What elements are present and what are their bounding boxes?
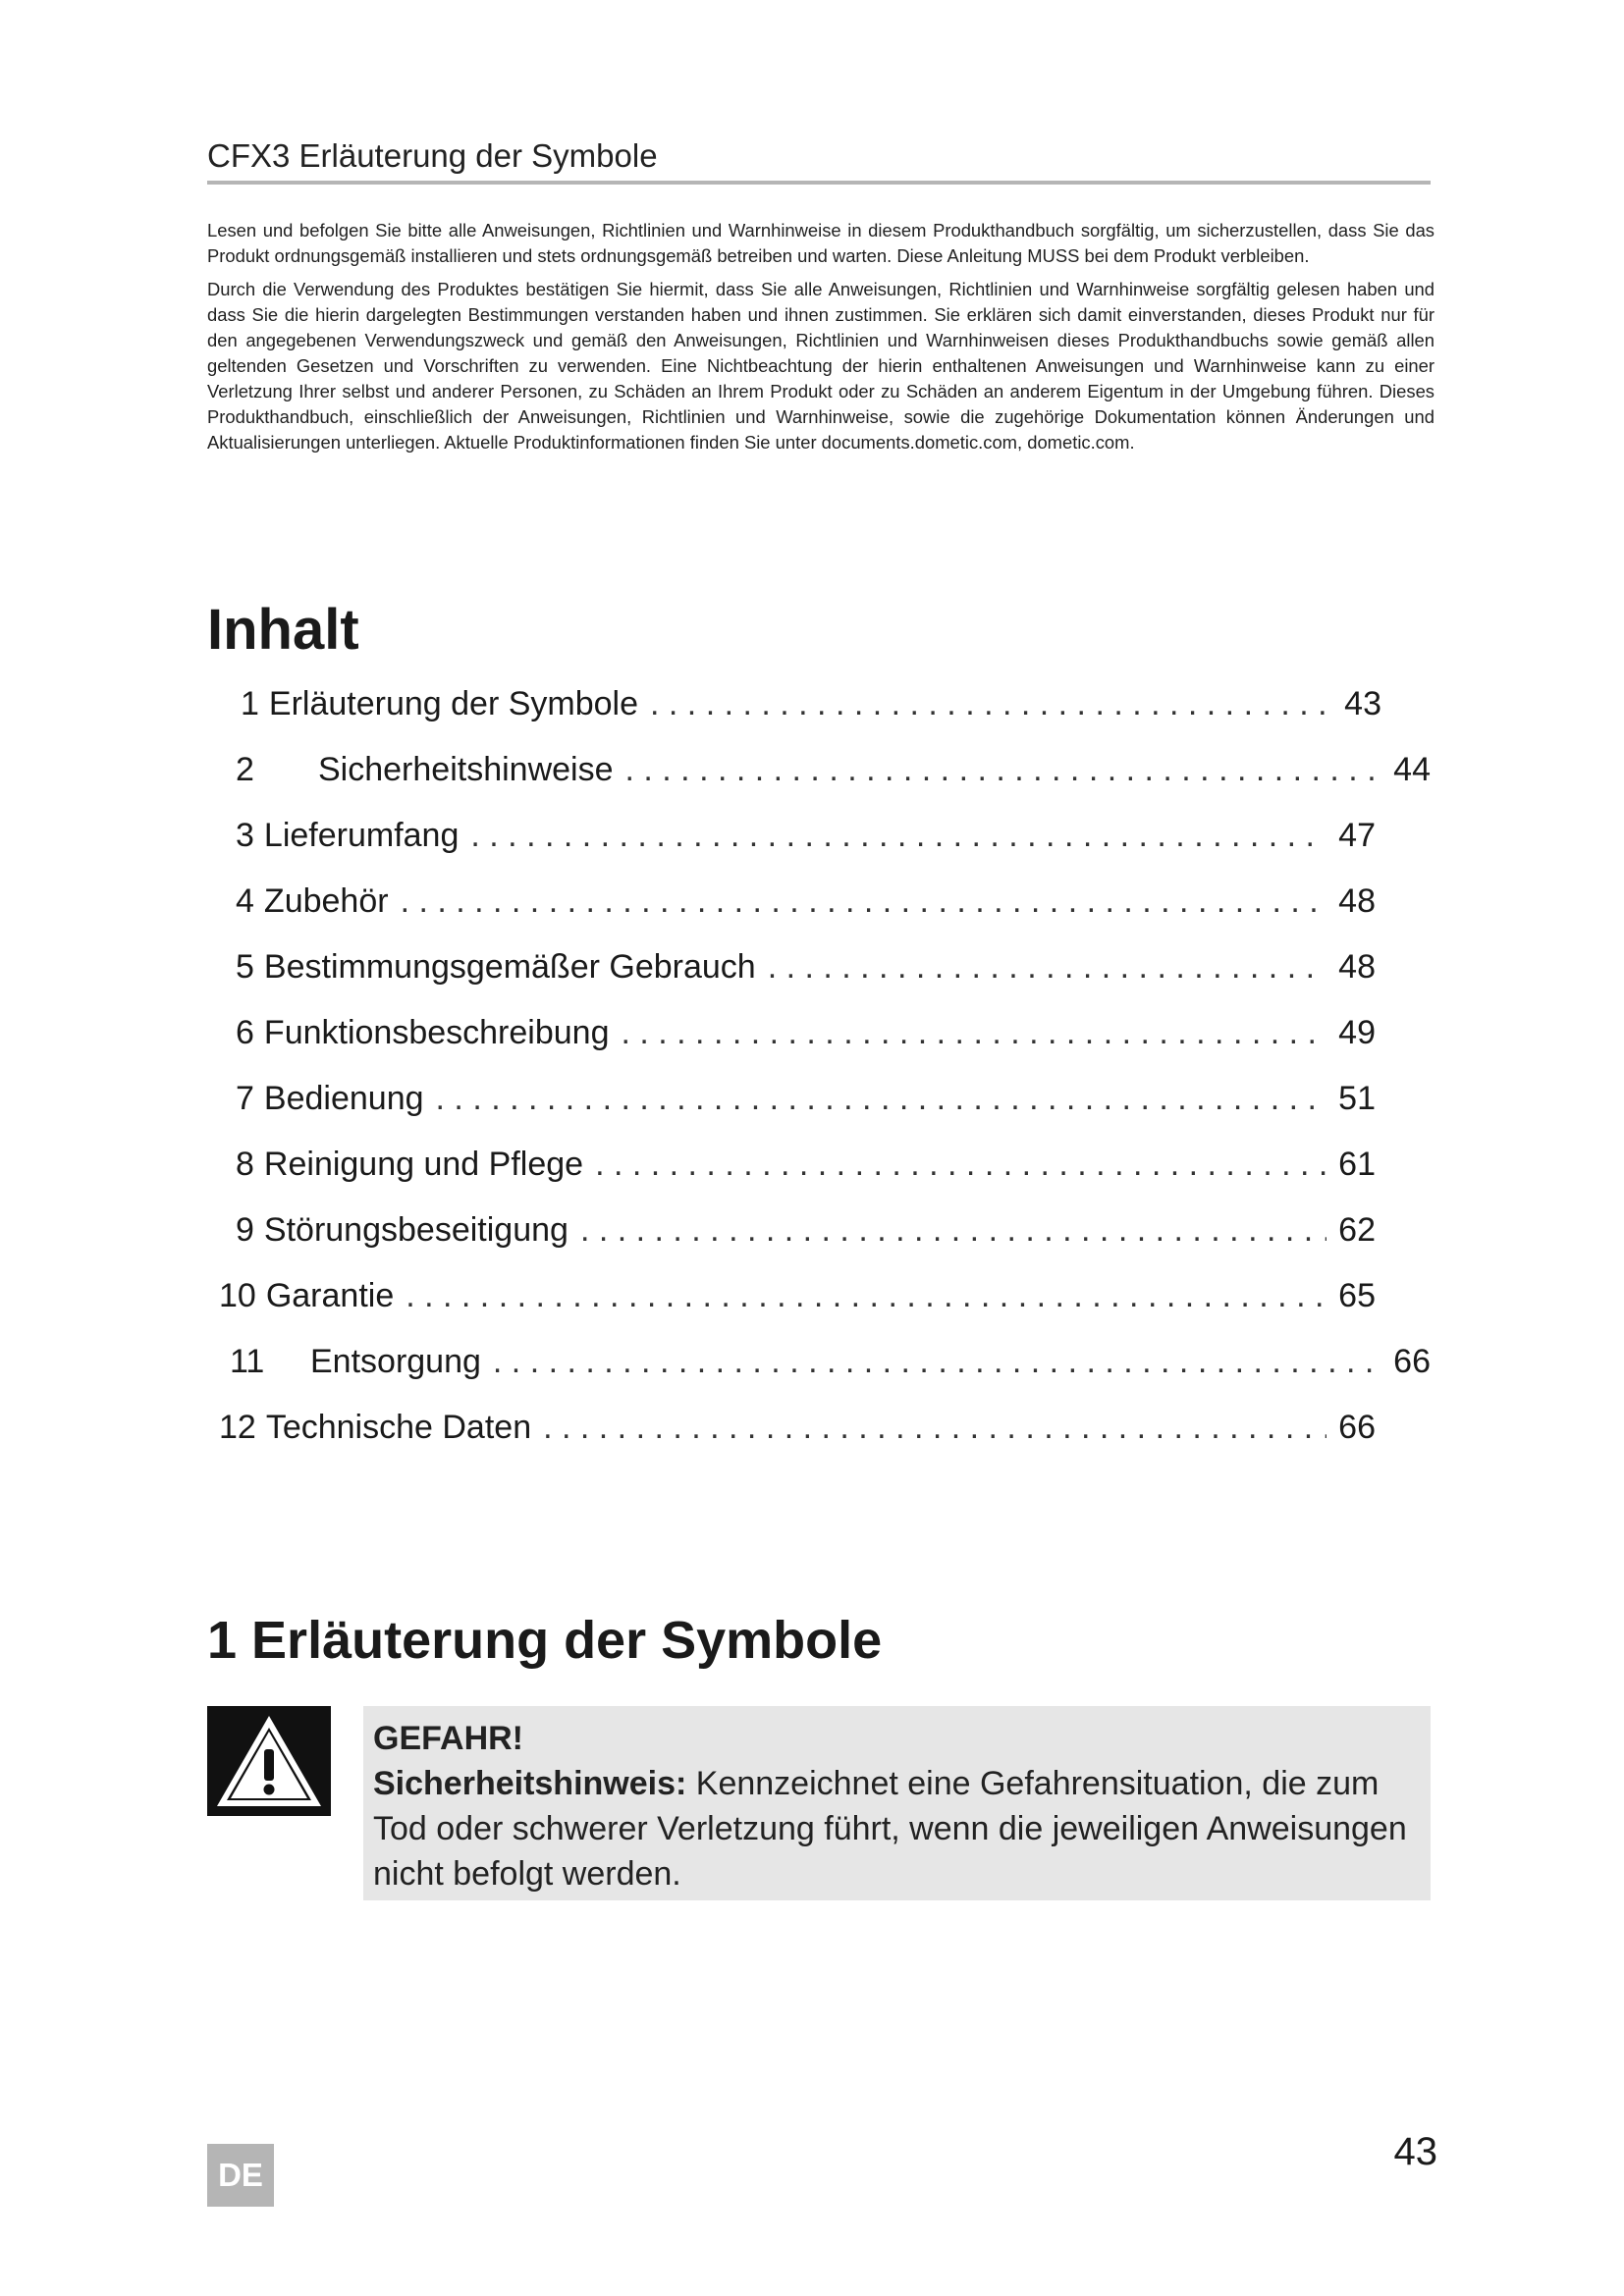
section-heading: 1 Erläuterung der Symbole	[207, 1611, 883, 1670]
toc-leader-dots	[625, 751, 1382, 789]
toc-entry-page: 47	[1338, 817, 1376, 854]
toc-entry-number: 3	[236, 817, 254, 854]
toc-entry-page: 48	[1338, 882, 1376, 920]
toc-entry-title: Bestimmungsgemäßer Gebrauch	[263, 948, 756, 986]
toc-entry-title: Erläuterung der Symbole	[268, 685, 639, 722]
toc-entry-page: 66	[1393, 1343, 1431, 1380]
notice-text: Kennzeichnet eine Gefahrensituation, die zum Tod oder schwerer Verletzung führt, wenn die jeweiligen Anweisungen nicht befolgt werden.	[373, 1765, 1407, 1893]
toc-entry-title: Bedienung	[263, 1080, 424, 1117]
toc-entry[interactable]	[236, 882, 1376, 926]
language-badge: DE	[207, 2144, 274, 2207]
toc-leader-dots	[470, 817, 1326, 855]
toc-entry-page: 51	[1338, 1080, 1376, 1117]
toc-heading: Inhalt	[207, 598, 359, 662]
toc-entry[interactable]	[230, 1343, 1431, 1386]
toc-entry-page: 66	[1338, 1409, 1376, 1446]
toc-leader-dots	[621, 1014, 1326, 1052]
toc-entry-number: 10	[219, 1277, 256, 1314]
notice-title: GEFAHR!	[373, 1720, 523, 1757]
toc-entry-title: Lieferumfang	[263, 817, 460, 854]
toc-entry-number: 4	[236, 882, 254, 920]
warning-triangle-icon	[207, 1706, 331, 1816]
toc-entry-page: 44	[1393, 751, 1431, 788]
notice-label: Sicherheitshinweis:	[373, 1765, 687, 1802]
toc-entry-title: Technische Daten	[265, 1409, 532, 1446]
toc-entry-page: 61	[1338, 1146, 1376, 1183]
page-number: 43	[1393, 2130, 1437, 2173]
toc-entry[interactable]	[219, 1409, 1376, 1452]
toc-entry-number: 6	[236, 1014, 254, 1051]
toc-leader-dots	[406, 1277, 1326, 1315]
toc-entry-number: 9	[236, 1211, 254, 1249]
toc-entry-title: Störungsbeseitigung	[263, 1211, 568, 1249]
toc-leader-dots	[580, 1211, 1326, 1250]
toc-entry[interactable]	[236, 948, 1376, 991]
intro-paragraph-2: Durch die Verwendung des Produktes bestätigen Sie hiermit, dass Sie alle Anweisungen, Richtlinien und Warnhinweise sorgfältig gelesen haben und dass Sie die hierin dargelegten Bestimmungen verstanden haben und ihnen zustimmen. Sie erklären sich damit einverstanden, dieses Produkt nur für den angegebenen Verwendungszweck und gemäß den Anweisungen, Richtlinien und Warnhinweisen dieses Produkthandbuchs sowie gemäß allen geltenden Gesetzen und Vorschriften zu verwenden. Eine Nichtbeachtung der hierin enthaltenen Anweisungen und Warnhinweise kann zu einer Verletzung Ihrer selbst und anderer Personen, zu Schäden an Ihrem Produkt oder zu Schäden an anderem Eigentum in der Umgebung führen. Dieses Produkthandbuch, einschließlich der Anweisungen, Richtlinien und Warnhinweise, sowie die zugehörige Dokumentation können Änderungen und Aktualisierungen unterliegen. Aktuelle Produktinformationen finden Sie unter documents.dometic.com, dometic.com.	[207, 279, 1435, 453]
toc-leader-dots	[493, 1343, 1381, 1381]
toc-entry[interactable]	[241, 685, 1381, 728]
toc-entry[interactable]	[236, 1014, 1376, 1057]
toc-entry-number: 2	[236, 751, 254, 788]
toc-entry-title: Funktionsbeschreibung	[263, 1014, 610, 1051]
intro-text	[207, 218, 1435, 463]
toc-entry-number: 7	[236, 1080, 254, 1117]
toc-leader-dots	[595, 1146, 1326, 1184]
toc-leader-dots	[543, 1409, 1326, 1447]
toc-entry-number: 1	[241, 685, 259, 722]
toc-entry[interactable]	[236, 1146, 1376, 1189]
toc-entry-title: Garantie	[265, 1277, 395, 1314]
toc-entry-page: 43	[1344, 685, 1381, 722]
toc-entry-number: 5	[236, 948, 254, 986]
toc-entry-number: 8	[236, 1146, 254, 1183]
toc-entry-page: 62	[1338, 1211, 1376, 1249]
danger-notice	[363, 1706, 1431, 1900]
toc-entry[interactable]	[236, 751, 1431, 794]
toc-entry[interactable]	[236, 1211, 1376, 1255]
toc-entry-title: Reinigung und Pflege	[263, 1146, 584, 1183]
toc-entry-title: Sicherheitshinweise	[318, 751, 614, 788]
toc-leader-dots	[401, 882, 1327, 921]
page-header-title: CFX3 Erläuterung der Symbole	[207, 137, 658, 174]
toc-entry-page: 49	[1338, 1014, 1376, 1051]
toc-entry[interactable]	[236, 1080, 1376, 1123]
toc-entry[interactable]	[219, 1277, 1376, 1320]
toc-leader-dots	[436, 1080, 1327, 1118]
toc-entry-title: Zubehör	[263, 882, 389, 920]
toc-leader-dots	[768, 948, 1326, 987]
toc-entry-page: 48	[1338, 948, 1376, 986]
toc-leader-dots	[650, 685, 1332, 723]
toc-entry-number: 12	[219, 1409, 256, 1446]
toc-entry[interactable]	[236, 817, 1376, 860]
toc-entry-page: 65	[1338, 1277, 1376, 1314]
toc-entry-number: 11	[230, 1343, 265, 1380]
toc-entry-title: Entsorgung	[310, 1343, 481, 1380]
header-divider	[207, 181, 1431, 185]
intro-paragraph-1: Lesen und befolgen Sie bitte alle Anweisungen, Richtlinien und Warnhinweise in diesem Produkthandbuch sorgfältig, um sicherzustellen, dass Sie das Produkt ordnungsgemäß installieren und stets ordnungsgemäß betreiben und warten. Diese Anleitung MUSS bei dem Produkt verbleiben.	[207, 220, 1435, 266]
